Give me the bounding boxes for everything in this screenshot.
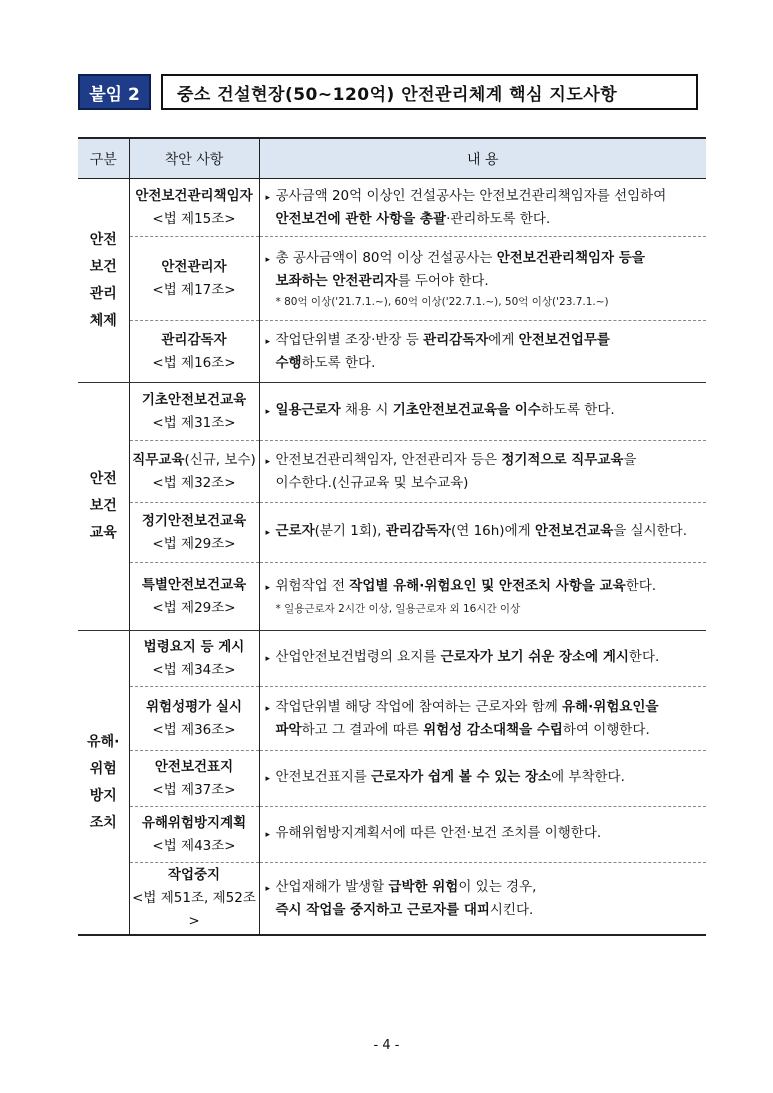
law-reference: <법 제32조>: [152, 474, 236, 491]
triangle-right-icon: ▸: [265, 528, 271, 538]
category-label: 방지: [89, 787, 117, 804]
content-bullet: [266, 696, 703, 742]
plain-text: (분기 1회),: [314, 523, 386, 539]
table-row: [78, 807, 706, 863]
plain-text: 안전보건관리책임자, 안전관리자 등은: [275, 451, 502, 468]
item-cell: [129, 237, 259, 321]
item-cell: [129, 863, 259, 936]
content-line: [276, 575, 703, 598]
emphasis-text: 근로자: [275, 523, 315, 539]
triangle-right-icon: ▸: [265, 254, 271, 265]
plain-text: 한다.: [625, 578, 657, 594]
law-reference: <법 제36조>: [152, 721, 236, 738]
table-row: [78, 751, 706, 807]
doc-title: 중소 건설현장(50~120억) 안전관리체계 핵심 지도사항: [161, 74, 698, 110]
content-text: [276, 876, 703, 922]
item-name: [131, 185, 258, 208]
content-line: [276, 352, 703, 375]
content-line: [276, 449, 703, 472]
item-name-text: 위험성평가 실시: [146, 698, 242, 715]
item-cell: [129, 563, 259, 631]
content-text: [276, 449, 703, 495]
law-reference: <법 제51조, 제52조>: [132, 890, 256, 929]
item-name: [131, 329, 258, 352]
item-name-text: 안전관리자: [161, 258, 227, 275]
law-reference: <법 제43조>: [152, 837, 236, 854]
content-text: [276, 247, 703, 293]
emphasis-text: 관리감독자: [423, 331, 489, 348]
triangle-right-icon: ▸: [265, 830, 271, 840]
item-name: [131, 389, 258, 412]
table-body: [78, 179, 706, 936]
item-name: [131, 756, 258, 779]
category-cell: [78, 383, 129, 631]
content-cell: [259, 807, 706, 863]
table-row: [78, 179, 706, 237]
table-row: [78, 383, 706, 441]
category-label: 안전: [89, 471, 117, 487]
item-name: [131, 449, 258, 472]
header-category: 구분: [78, 138, 129, 179]
emphasis-text: 근로자가 보기 쉬운 장소에 게시: [440, 649, 629, 665]
emphasis-text: 안전보건교육: [534, 523, 614, 539]
law-reference: <법 제34조>: [152, 661, 236, 678]
plain-text: 작업단위별 해당 작업에 참여하는 근로자와 함께: [275, 698, 563, 715]
table-row: [78, 687, 706, 751]
item-name-text: 법령요지 등 게시: [143, 638, 245, 655]
triangle-right-icon: ▸: [265, 192, 271, 203]
content-line: [276, 329, 703, 352]
table-row: [78, 237, 706, 321]
category-label: 보건: [89, 498, 117, 514]
emphasis-text: 일용근로자: [275, 402, 341, 418]
content-line: [276, 399, 703, 422]
table-row: [78, 631, 706, 687]
plain-text: 이 있는 경우,: [458, 878, 537, 895]
plain-text: 산업재해가 발생할: [275, 878, 389, 895]
content-line: [276, 646, 703, 669]
item-name: [131, 636, 258, 659]
plain-text: 에게: [488, 331, 519, 348]
footnote: * 일용근로자 2시간 이상, 일용근로자 외 16시간 이상: [275, 603, 521, 615]
content-bullet: [266, 575, 703, 600]
plain-text: 총 공사금액이 80억 이상 건설공사는: [275, 249, 497, 266]
content-cell: [259, 237, 706, 321]
content-bullet: [266, 399, 703, 424]
doc-header: [78, 74, 698, 110]
table-header-row: [78, 138, 706, 179]
emphasis-text: 안전보건에 관한 사항을 총괄: [275, 210, 447, 227]
content-text: [276, 329, 703, 375]
item-cell: [129, 687, 259, 751]
content-line: [276, 270, 703, 293]
item-cell: [129, 383, 259, 441]
content-line: [276, 247, 703, 270]
content-text: [276, 185, 703, 231]
item-name-text: 정기안전보건교육: [141, 512, 247, 529]
plain-text: 시킨다.: [489, 901, 534, 918]
emphasis-text: 안전보건업무를: [518, 331, 610, 348]
content-bullet: [266, 822, 703, 847]
emphasis-text: 보좌하는 안전관리자: [275, 272, 398, 289]
item-cell: [129, 751, 259, 807]
item-name-suffix: (신규, 보수): [184, 451, 256, 468]
content-line: [276, 719, 703, 742]
item-cell: [129, 503, 259, 563]
law-reference: <법 제17조>: [152, 281, 236, 298]
plain-text: 에 부착한다.: [551, 769, 625, 785]
content-cell: [259, 503, 706, 563]
item-cell: [129, 441, 259, 503]
item-name: [131, 696, 258, 719]
content-text: [276, 575, 703, 600]
content-text: [276, 822, 703, 847]
triangle-right-icon: ▸: [265, 703, 271, 714]
emphasis-text: 즉시 작업을 중지하고 근로자를 대피: [275, 901, 490, 918]
item-name-text: 안전보건관리책임자: [135, 187, 253, 204]
guidance-table: [78, 137, 706, 936]
category-label: 위험: [89, 760, 117, 777]
content-cell: [259, 687, 706, 751]
plain-text: (연 16h)에게: [450, 523, 535, 539]
category-label: 유해·: [87, 733, 120, 750]
content-line: [276, 876, 703, 899]
emphasis-text: 관리감독자: [385, 523, 451, 539]
emphasis-text: 위험성 감소대책을 수립: [423, 721, 563, 738]
plain-text: 작업단위별 조장·반장 등: [275, 331, 424, 348]
plain-text: 안전보건표지를: [275, 769, 372, 785]
triangle-right-icon: ▸: [265, 883, 271, 894]
triangle-right-icon: ▸: [265, 654, 271, 664]
category-label: 교육: [89, 525, 117, 541]
item-name-text: 안전보건표지: [154, 758, 234, 775]
item-name-text: 직무교육: [132, 451, 185, 468]
category-label: 보건: [89, 258, 117, 275]
plain-text: 하도록 한다.: [540, 402, 615, 418]
item-name-text: 유해위험방지계획: [141, 814, 247, 831]
triangle-right-icon: ▸: [265, 583, 271, 593]
content-text: [276, 399, 703, 424]
triangle-right-icon: ▸: [265, 336, 271, 347]
plain-text: 위험작업 전: [275, 578, 350, 594]
content-cell: [259, 321, 706, 383]
item-name: [131, 864, 258, 887]
emphasis-text: 급박한 위험: [388, 878, 459, 895]
content-bullet: [266, 449, 703, 495]
plain-text: 공사금액 20억 이상인 건설공사는 안전보건관리책임자를 선임하여: [275, 187, 667, 204]
content-text: [276, 696, 703, 742]
plain-text: 하도록 한다.: [301, 354, 376, 371]
triangle-right-icon: ▸: [265, 774, 271, 784]
content-cell: [259, 631, 706, 687]
content-text: [276, 646, 703, 671]
triangle-right-icon: ▸: [265, 456, 271, 467]
plain-text: 하여 이행한다.: [562, 721, 650, 738]
category-label: 체제: [89, 312, 117, 329]
emphasis-text: 기초안전보건교육을 이수: [392, 402, 541, 418]
item-name-text: 작업중지: [167, 867, 221, 883]
law-reference: <법 제31조>: [152, 414, 236, 431]
plain-text: 을 실시한다.: [613, 523, 687, 539]
item-name: [131, 256, 258, 279]
table-row: [78, 503, 706, 563]
item-cell: [129, 179, 259, 237]
plain-text: 을: [623, 451, 637, 468]
emphasis-text: 정기적으로 직무교육: [501, 451, 624, 468]
plain-text: 를 두어야 한다.: [397, 272, 489, 289]
table-row: [78, 863, 706, 936]
content-text: [276, 766, 703, 791]
content-bullet: [266, 185, 703, 231]
footnote: * 80억 이상('21.7.1.~), 60억 이상('22.7.1.~), 50억 이상('23.7.1.~): [275, 295, 609, 308]
content-line: [276, 696, 703, 719]
item-name-text: 기초안전보건교육: [141, 391, 247, 408]
page-number: - 4 -: [373, 1038, 400, 1053]
emphasis-text: 작업별 유해·위험요인 및 안전조치 사항을 교육: [349, 578, 626, 594]
content-line: [276, 520, 703, 543]
emphasis-text: 유해·위험요인을: [562, 698, 659, 715]
content-line: [276, 208, 703, 231]
law-reference: <법 제37조>: [152, 781, 236, 798]
content-cell: [259, 751, 706, 807]
content-cell: [259, 179, 706, 237]
content-bullet: [266, 876, 703, 922]
content-bullet: [266, 646, 703, 671]
item-name-text: 관리감독자: [161, 331, 227, 348]
content-bullet: [266, 247, 703, 293]
emphasis-text: 파악: [275, 721, 302, 738]
plain-text: 하고 그 결과에 따른: [301, 721, 424, 738]
content-text: [276, 520, 703, 545]
triangle-right-icon: ▸: [265, 407, 271, 417]
content-line: [276, 185, 703, 208]
plain-text: 산업안전보건법령의 요지를: [275, 649, 441, 665]
plain-text: 유해위험방지계획서에 따른 안전·보건 조치를 이행한다.: [275, 825, 602, 841]
table-row: [78, 321, 706, 383]
emphasis-text: 수행: [275, 354, 302, 371]
item-name: [131, 812, 258, 835]
content-line: [276, 472, 703, 495]
category-label: 안전: [89, 231, 117, 248]
table-row: [78, 563, 706, 631]
content-line: [276, 822, 703, 845]
law-reference: <법 제29조>: [152, 535, 236, 552]
content-cell: [259, 863, 706, 936]
item-name-text: 특별안전보건교육: [141, 576, 247, 593]
item-name: [131, 510, 258, 533]
category-label: 관리: [89, 285, 117, 302]
content-bullet: [266, 766, 703, 791]
emphasis-text: 근로자가 쉽게 볼 수 있는 장소: [371, 769, 552, 785]
plain-text: 이수한다.(신규교육 및 보수교육): [275, 474, 469, 491]
category-label: 조치: [89, 814, 117, 831]
content-bullet: [266, 329, 703, 375]
header-content: 내 용: [259, 138, 706, 179]
attachment-badge: 붙임 2: [78, 74, 151, 110]
law-reference: <법 제29조>: [152, 599, 236, 616]
table-row: [78, 441, 706, 503]
category-cell: [78, 179, 129, 383]
content-cell: [259, 383, 706, 441]
content-line: [276, 766, 703, 789]
law-reference: <법 제15조>: [152, 210, 236, 227]
content-cell: [259, 441, 706, 503]
content-bullet: [266, 520, 703, 545]
item-cell: [129, 321, 259, 383]
content-cell: [259, 563, 706, 631]
category-cell: [78, 631, 129, 936]
plain-text: ·관리하도록 한다.: [446, 210, 551, 227]
law-reference: <법 제16조>: [152, 354, 236, 371]
item-name: [131, 574, 258, 597]
plain-text: 채용 시: [340, 402, 393, 418]
item-cell: [129, 631, 259, 687]
content-line: [276, 899, 703, 922]
plain-text: 한다.: [628, 649, 660, 665]
header-item: 착안 사항: [129, 138, 259, 179]
emphasis-text: 안전보건관리책임자 등을: [496, 249, 645, 266]
item-cell: [129, 807, 259, 863]
